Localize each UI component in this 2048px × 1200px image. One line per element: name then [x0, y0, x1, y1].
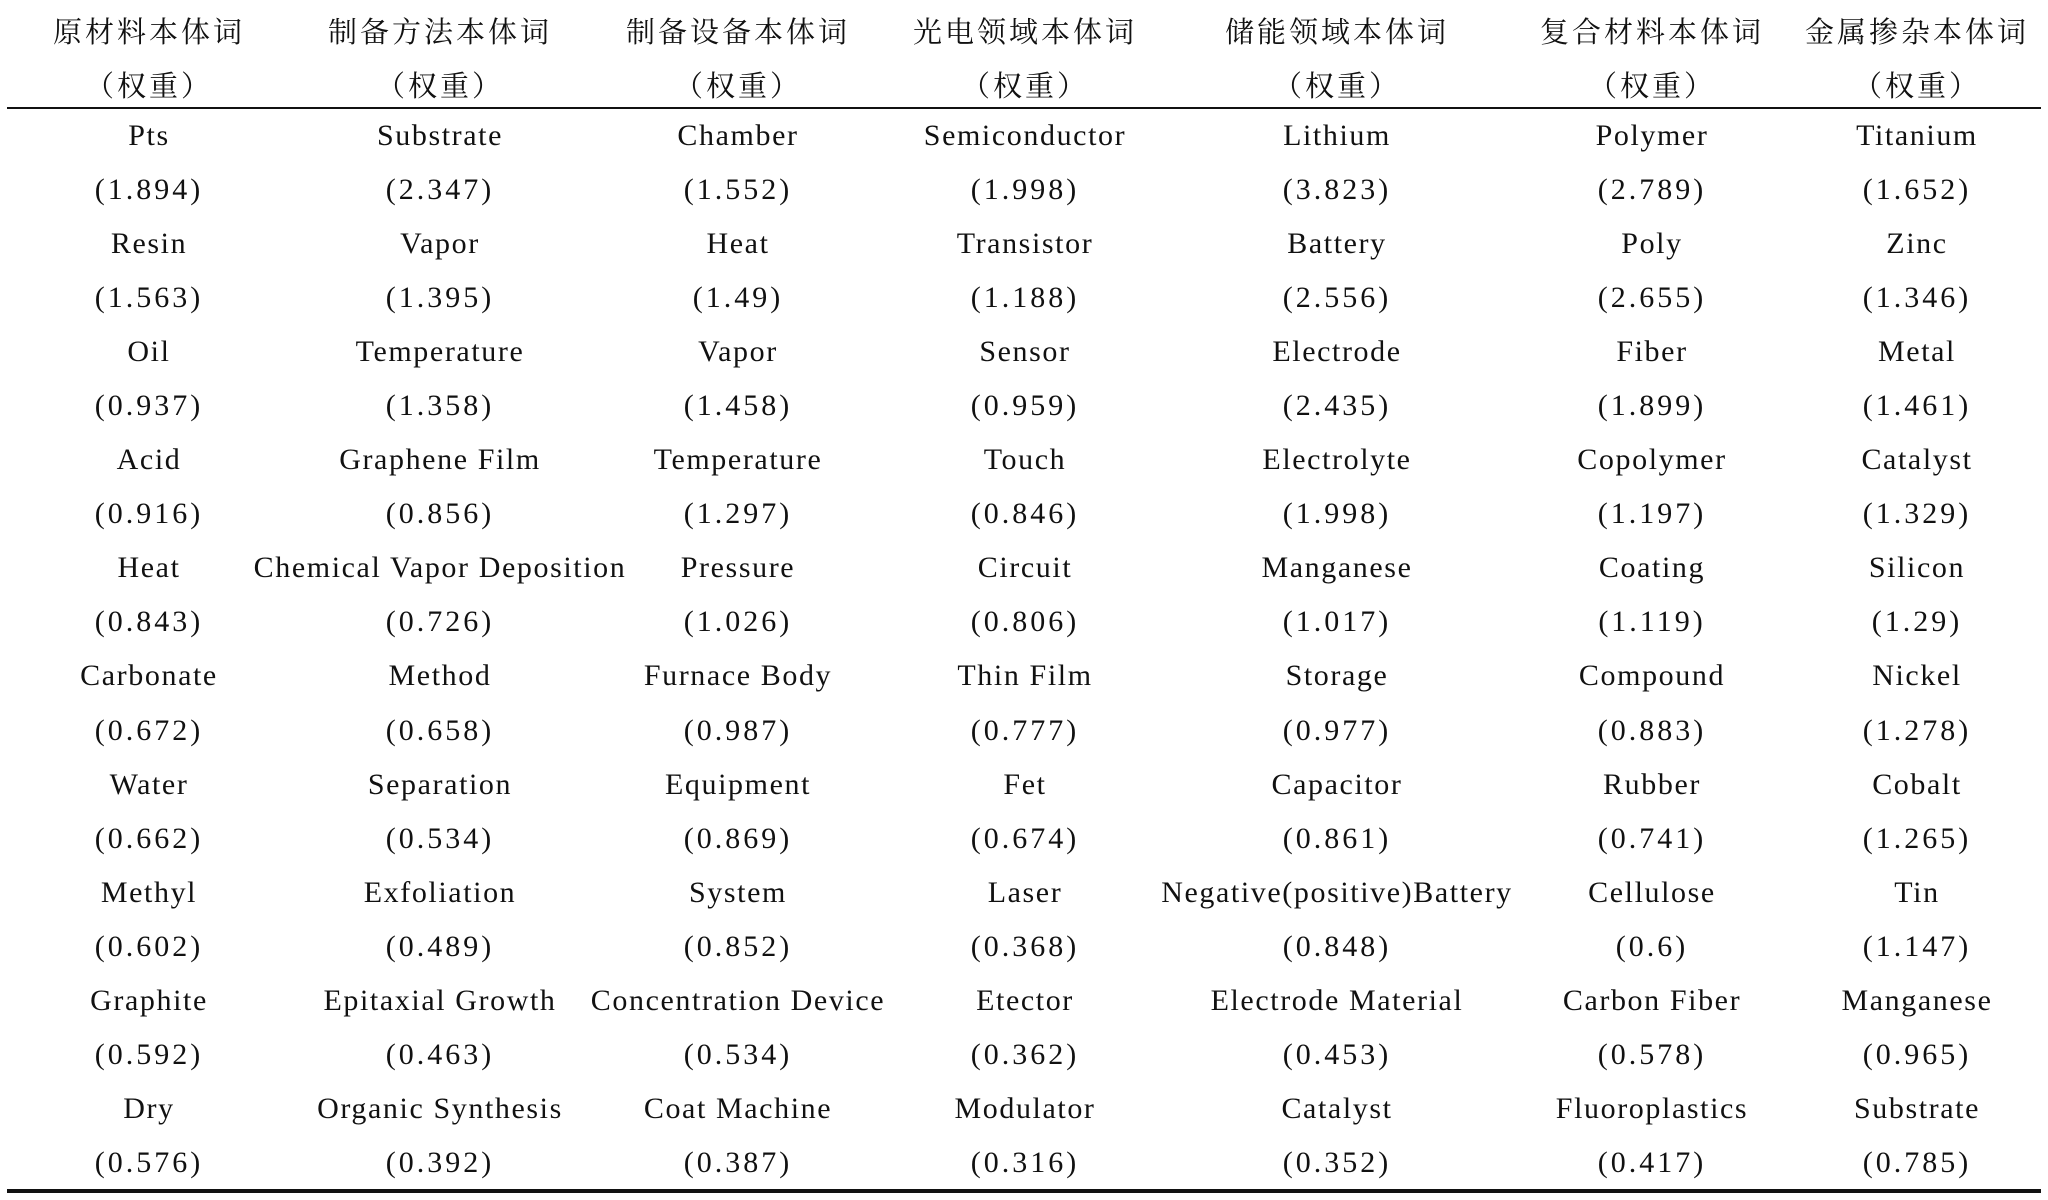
term-cell: [0, 758, 298, 866]
term-label: Pts: [128, 119, 170, 153]
term-label: Carbon Fiber: [1562, 983, 1742, 1017]
term-label: Chemical Vapor Deposition: [253, 551, 627, 585]
term-cell: [894, 217, 1156, 325]
term-label: Catalyst: [1281, 1091, 1393, 1125]
term-label: Zinc: [1886, 227, 1948, 261]
term-label: Substrate: [376, 119, 504, 153]
term-cell: [894, 325, 1156, 433]
term-label: Temperature: [653, 443, 823, 477]
term-cell: [1518, 866, 1786, 974]
term-cell: [1786, 866, 2048, 974]
column-raw-material-terms: [0, 0, 298, 1200]
term-weight: (0.534): [385, 821, 495, 855]
term-weight: (0.846): [970, 497, 1080, 531]
term-weight: (1.188): [970, 281, 1080, 315]
column-header-title: 金属掺杂本体词: [1804, 14, 2029, 49]
term-label: Fet: [1003, 767, 1047, 801]
term-weight: (0.602): [94, 929, 204, 963]
term-weight: (0.806): [970, 605, 1080, 639]
column-metal-doping-terms: [1786, 0, 2048, 1200]
column-header-subtitle: （权重）: [1587, 68, 1716, 103]
term-label: Coating: [1598, 551, 1706, 585]
term-label: Method: [388, 659, 492, 693]
term-cell: [582, 109, 894, 217]
term-label: Resin: [110, 227, 188, 261]
term-cell: [1786, 758, 2048, 866]
term-weight: (2.556): [1282, 281, 1392, 315]
term-label: Graphite: [90, 983, 208, 1017]
term-weight: (1.29): [1871, 605, 1963, 639]
term-label: Cellulose: [1588, 875, 1716, 909]
term-weight: (1.017): [1282, 605, 1392, 639]
term-weight: (1.458): [683, 389, 793, 423]
column-header: [1786, 0, 2048, 109]
term-cell: [894, 109, 1156, 217]
term-label: Lithium: [1283, 119, 1391, 153]
term-cell: [298, 866, 582, 974]
term-weight: (0.937): [94, 389, 204, 423]
term-weight: (0.352): [1282, 1145, 1392, 1179]
term-weight: (1.899): [1597, 389, 1707, 423]
term-cell: [298, 325, 582, 433]
term-weight: (2.789): [1597, 173, 1707, 207]
term-weight: (2.347): [385, 173, 495, 207]
term-weight: (1.297): [683, 497, 793, 531]
term-cell: [1786, 217, 2048, 325]
column-header: [0, 0, 298, 109]
term-cell: [1156, 433, 1518, 541]
term-label: Methyl: [100, 875, 198, 909]
term-label: Storage: [1285, 659, 1389, 693]
column-header-subtitle: （权重）: [960, 68, 1089, 103]
term-cell: [1156, 974, 1518, 1082]
term-weight: (1.652): [1862, 173, 1972, 207]
term-cell: [298, 109, 582, 217]
term-label: Dry: [123, 1091, 175, 1125]
term-cell: [0, 649, 298, 757]
term-weight: (1.49): [692, 281, 784, 315]
term-label: Heat: [706, 227, 770, 261]
term-label: Titanium: [1856, 119, 1978, 153]
term-cell: [1518, 649, 1786, 757]
term-cell: [582, 217, 894, 325]
term-weight: (0.392): [385, 1145, 495, 1179]
term-cell: [1156, 758, 1518, 866]
term-cell: [582, 325, 894, 433]
term-label: Modulator: [954, 1091, 1096, 1125]
term-label: Water: [109, 767, 189, 801]
term-cell: [582, 541, 894, 649]
term-weight: (0.578): [1597, 1037, 1707, 1071]
term-cell: [1518, 758, 1786, 866]
term-label: Vapor: [698, 335, 778, 369]
term-weight: (0.916): [94, 497, 204, 531]
term-weight: (0.576): [94, 1145, 204, 1179]
term-label: Sensor: [979, 335, 1071, 369]
column-header-title: 制备方法本体词: [327, 14, 552, 49]
term-label: Organic Synthesis: [317, 1091, 563, 1125]
term-cell: [582, 1082, 894, 1190]
term-weight: (1.346): [1862, 281, 1972, 315]
term-label: Metal: [1878, 335, 1956, 369]
term-cell: [1518, 541, 1786, 649]
term-weight: (1.265): [1862, 821, 1972, 855]
term-label: Thin Film: [957, 659, 1093, 693]
term-weight: (0.489): [385, 929, 495, 963]
term-label: Compound: [1578, 659, 1726, 693]
column-header: [894, 0, 1156, 109]
term-label: Etector: [976, 983, 1074, 1017]
term-cell: [1786, 541, 2048, 649]
term-weight: (0.987): [683, 713, 793, 747]
term-cell: [1786, 649, 2048, 757]
column-header-title: 光电领域本体词: [912, 14, 1137, 49]
term-weight: (0.965): [1862, 1037, 1972, 1071]
term-cell: [582, 649, 894, 757]
term-weight: (0.977): [1282, 713, 1392, 747]
term-label: Carbonate: [80, 659, 218, 693]
term-label: Equipment: [664, 767, 812, 801]
term-weight: (1.395): [385, 281, 495, 315]
term-label: Fiber: [1616, 335, 1688, 369]
term-weight: (0.869): [683, 821, 793, 855]
term-label: Catalyst: [1861, 443, 1973, 477]
column-optoelectronic-terms: [894, 0, 1156, 1200]
term-label: Coat Machine: [643, 1091, 833, 1125]
term-label: Pressure: [680, 551, 796, 585]
term-cell: [1786, 325, 2048, 433]
term-label: Cobalt: [1872, 767, 1962, 801]
term-cell: [582, 433, 894, 541]
term-cell: [894, 758, 1156, 866]
term-cell: [0, 109, 298, 217]
term-weight: (1.894): [94, 173, 204, 207]
term-weight: (0.883): [1597, 713, 1707, 747]
term-cell: [1156, 866, 1518, 974]
term-weight: (0.785): [1862, 1145, 1972, 1179]
term-label: Vapor: [400, 227, 480, 261]
term-label: Nickel: [1872, 659, 1962, 693]
term-weight: (0.741): [1597, 821, 1707, 855]
term-label: Concentration Device: [590, 983, 886, 1017]
term-cell: [298, 1082, 582, 1190]
term-weight: (1.552): [683, 173, 793, 207]
term-weight: (0.592): [94, 1037, 204, 1071]
term-label: Acid: [116, 443, 182, 477]
term-weight: (0.674): [970, 821, 1080, 855]
column-header: [582, 0, 894, 109]
term-cell: [1518, 325, 1786, 433]
term-weight: (1.119): [1598, 605, 1706, 639]
term-weight: (0.726): [385, 605, 495, 639]
column-header-subtitle: （权重）: [1852, 68, 1981, 103]
term-cell: [1156, 217, 1518, 325]
term-weight: (0.362): [970, 1037, 1080, 1071]
term-label: Oil: [127, 335, 171, 369]
column-header: [1518, 0, 1786, 109]
column-composite-material-terms: [1518, 0, 1786, 1200]
term-cell: [894, 649, 1156, 757]
term-label: Manganese: [1841, 983, 1993, 1017]
term-label: Graphene Film: [339, 443, 541, 477]
term-weight: (0.387): [683, 1145, 793, 1179]
term-weight: (0.959): [970, 389, 1080, 423]
term-cell: [582, 974, 894, 1082]
term-cell: [0, 1082, 298, 1190]
term-cell: [298, 649, 582, 757]
term-cell: [1518, 1082, 1786, 1190]
term-cell: [1156, 649, 1518, 757]
column-energy-storage-terms: [1156, 0, 1518, 1200]
term-label: Laser: [987, 875, 1063, 909]
term-label: Exfoliation: [363, 875, 517, 909]
term-label: Heat: [117, 551, 181, 585]
term-weight: (2.435): [1282, 389, 1392, 423]
term-label: Epitaxial Growth: [323, 983, 557, 1017]
term-cell: [298, 433, 582, 541]
term-label: Chamber: [677, 119, 799, 153]
term-cell: [1156, 1082, 1518, 1190]
term-weight: (2.655): [1597, 281, 1707, 315]
column-header-subtitle: （权重）: [1272, 68, 1401, 103]
term-label: Electrolyte: [1262, 443, 1412, 477]
term-label: Circuit: [977, 551, 1073, 585]
term-weight: (0.848): [1282, 929, 1392, 963]
term-weight: (1.998): [1282, 497, 1392, 531]
term-weight: (1.026): [683, 605, 793, 639]
term-label: Transistor: [956, 227, 1094, 261]
term-weight: (0.852): [683, 929, 793, 963]
term-cell: [1518, 217, 1786, 325]
term-weight: (3.823): [1282, 173, 1392, 207]
column-header-title: 制备设备本体词: [625, 14, 850, 49]
term-label: Electrode: [1272, 335, 1402, 369]
term-cell: [1156, 325, 1518, 433]
term-cell: [0, 325, 298, 433]
term-weight: (1.197): [1597, 497, 1707, 531]
column-header-subtitle: （权重）: [375, 68, 504, 103]
term-label: Tin: [1894, 875, 1940, 909]
term-cell: [1518, 433, 1786, 541]
term-weight: (0.6): [1615, 929, 1689, 963]
term-weight: (0.662): [94, 821, 204, 855]
term-weight: (0.453): [1282, 1037, 1392, 1071]
term-weight: (0.843): [94, 605, 204, 639]
column-header-title: 储能领域本体词: [1224, 14, 1449, 49]
term-cell: [298, 758, 582, 866]
term-label: Electrode Material: [1210, 983, 1464, 1017]
column-header-subtitle: （权重）: [84, 68, 213, 103]
term-cell: [1786, 974, 2048, 1082]
term-label: System: [689, 875, 787, 909]
term-label: Rubber: [1603, 767, 1701, 801]
term-cell: [582, 758, 894, 866]
term-weight: (1.278): [1862, 713, 1972, 747]
term-cell: [1786, 433, 2048, 541]
term-weight: (0.316): [970, 1145, 1080, 1179]
term-label: Manganese: [1261, 551, 1413, 585]
term-cell: [0, 433, 298, 541]
term-cell: [894, 541, 1156, 649]
term-weight: (1.147): [1862, 929, 1972, 963]
term-cell: [0, 866, 298, 974]
term-weight: (1.358): [385, 389, 495, 423]
term-weight: (0.861): [1282, 821, 1392, 855]
term-cell: [894, 974, 1156, 1082]
term-weight: (0.856): [385, 497, 495, 531]
column-preparation-method-terms: [253, 0, 627, 1200]
term-label: Battery: [1287, 227, 1387, 261]
term-label: Fluoroplastics: [1555, 1091, 1749, 1125]
term-label: Semiconductor: [923, 119, 1127, 153]
term-cell: [894, 866, 1156, 974]
term-cell: [1156, 541, 1518, 649]
term-label: Furnace Body: [643, 659, 833, 693]
term-weight: (0.368): [970, 929, 1080, 963]
term-cell: [298, 974, 582, 1082]
term-label: Capacitor: [1271, 767, 1403, 801]
term-cell: [894, 1082, 1156, 1190]
term-weight: (1.998): [970, 173, 1080, 207]
term-weight: (1.461): [1862, 389, 1972, 423]
term-label: Copolymer: [1577, 443, 1727, 477]
term-weight: (0.672): [94, 713, 204, 747]
term-cell: [894, 433, 1156, 541]
term-label: Polymer: [1595, 119, 1709, 153]
term-weight: (0.534): [683, 1037, 793, 1071]
term-label: Poly: [1621, 227, 1683, 261]
column-header-subtitle: （权重）: [673, 68, 802, 103]
term-label: Negative(positive)Battery: [1161, 875, 1513, 909]
term-cell: [1518, 974, 1786, 1082]
term-label: Touch: [983, 443, 1067, 477]
term-weight: (0.463): [385, 1037, 495, 1071]
term-cell: [0, 217, 298, 325]
column-header-title: 复合材料本体词: [1539, 14, 1764, 49]
term-cell: [1156, 109, 1518, 217]
term-cell: [0, 974, 298, 1082]
bottom-rule: [7, 1189, 2041, 1193]
term-weight: (1.563): [94, 281, 204, 315]
column-header-title: 原材料本体词: [52, 14, 245, 49]
term-cell: [582, 866, 894, 974]
term-weight: (0.658): [385, 713, 495, 747]
term-label: Separation: [367, 767, 513, 801]
column-header: [298, 0, 582, 109]
column-preparation-equipment-terms: [582, 0, 894, 1200]
term-cell: [298, 217, 582, 325]
term-label: Temperature: [355, 335, 525, 369]
term-cell: [253, 541, 627, 649]
term-label: Substrate: [1853, 1091, 1981, 1125]
term-cell: [1786, 109, 2048, 217]
term-weight: (1.329): [1862, 497, 1972, 531]
term-weight: (0.417): [1597, 1145, 1707, 1179]
column-header: [1156, 0, 1518, 109]
term-label: Silicon: [1868, 551, 1966, 585]
header-rule: [7, 107, 2041, 109]
term-weight: (0.777): [970, 713, 1080, 747]
term-cell: [1518, 109, 1786, 217]
term-cell: [1786, 1082, 2048, 1190]
